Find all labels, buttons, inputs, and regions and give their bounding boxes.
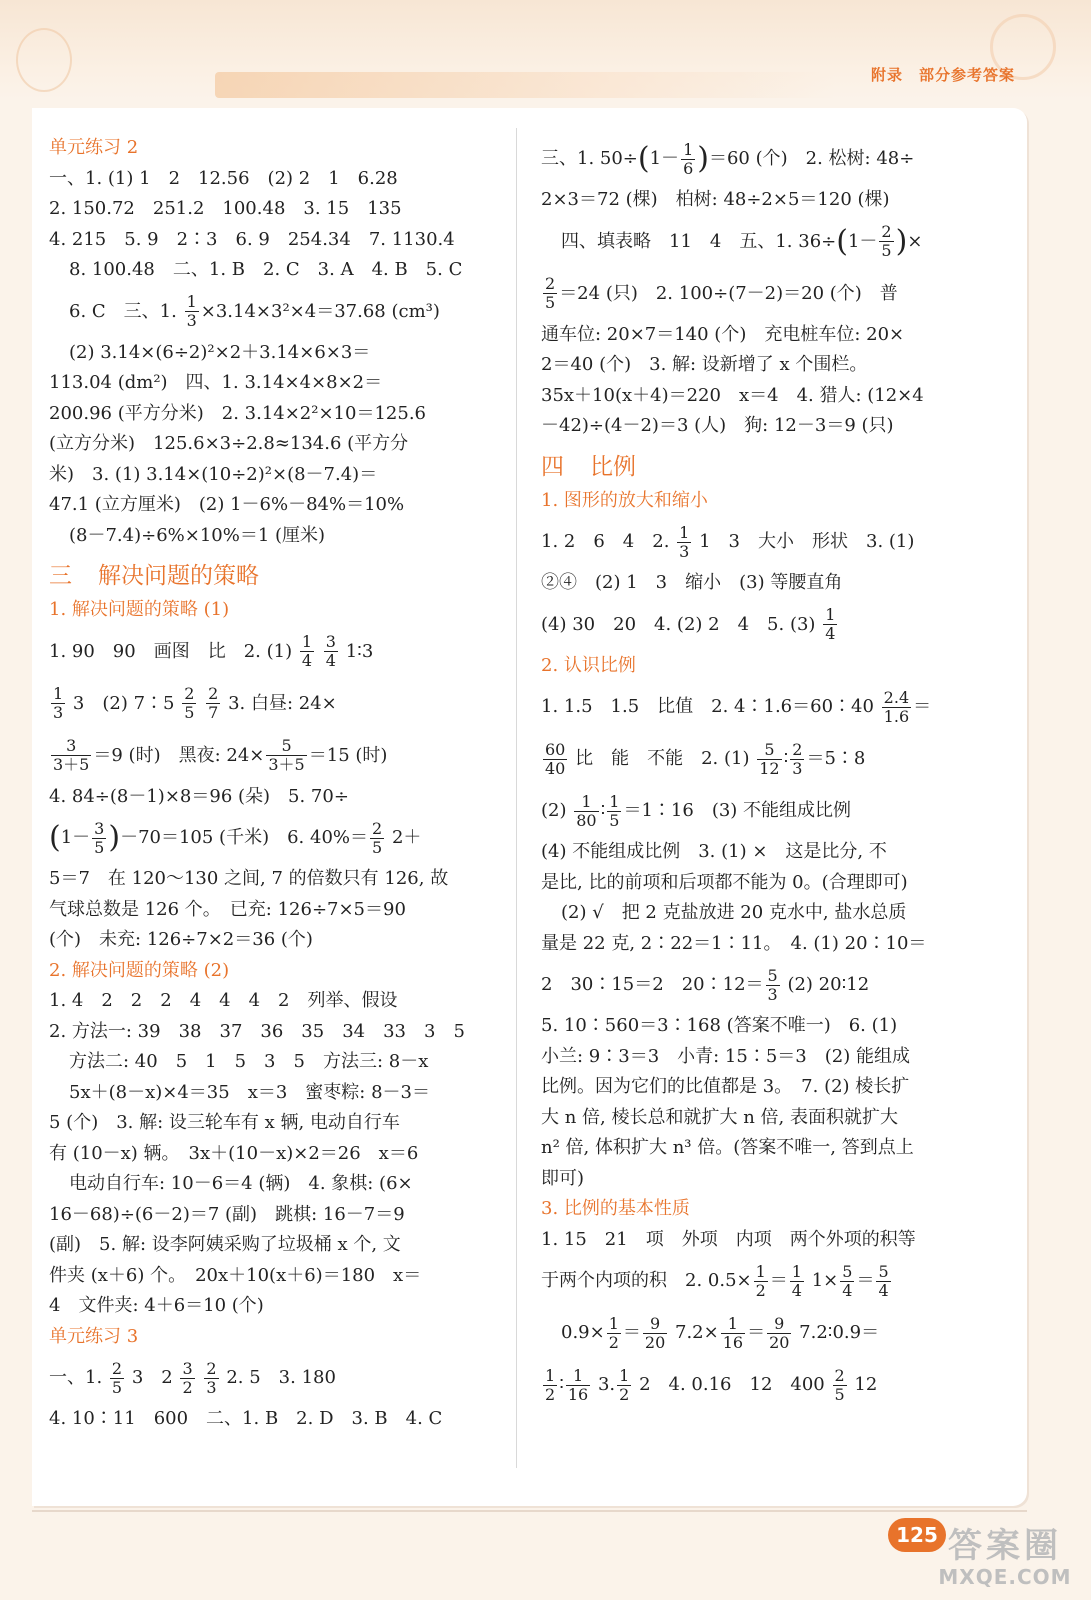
answer-line: 4. 215 5. 9 2∶3 6. 9 254.34 7. 1130.4 (49, 228, 455, 250)
answer-line: 5 (个) 3. 解: 设三轮车有 x 辆, 电动自行车 (49, 1112, 400, 1133)
fraction: $\frac{3}{4}$ (325, 632, 336, 670)
answer-line: $\frac{1}{2}$ ∶ $\frac{1}{16}$ 3. $\frac{1}{2}$ 2 4. 0.16 12 400 $\frac{2}{5}$ 12 (545, 1365, 878, 1404)
fraction: $\frac{1}{4}$ (825, 605, 836, 643)
fraction: $\frac{2}{7}$ (208, 684, 219, 722)
answer-line: 电动自行车: 10－6＝4 (辆) 4. 象棋: (6× (69, 1173, 413, 1194)
answer-line: 200.96 (平方分米) 2. 3.14×2²×10＝125.6 (49, 402, 426, 424)
answer-line: 4. 10∶11 600 二、1. B 2. D 3. B 4. C (49, 1408, 443, 1429)
answer-line: 2. 方法一: 39 38 37 36 35 34 33 3 5 (49, 1020, 465, 1042)
fraction: $\frac{1}{2}$ (608, 1313, 619, 1352)
fraction: $\frac{1}{2}$ (545, 1365, 556, 1404)
answer-line: (4) 不能组成比例 3. (1) × 这是比分, 不 (541, 841, 887, 862)
header-section: 附录 (871, 66, 904, 84)
fraction: $\frac{3}{3+5}$ (53, 736, 90, 774)
column-divider (516, 128, 517, 1468)
answer-line: 件夹 (x＋6) 个。 20x＋10(x＋6)＝180 x＝ (49, 1264, 422, 1286)
answer-line: 气球总数是 126 个。 已充: 126÷7×5＝90 (49, 898, 406, 920)
answer-line: －42)÷(4－2)＝3 (人) 狗: 12－3＝9 (只) (541, 415, 894, 436)
running-header (855, 64, 1015, 85)
answer-line: 5x＋(8－x)×4＝35 x＝3 蜜枣粽: 8－3＝ (69, 1081, 430, 1103)
answer-line: 8. 100.48 二、1. B 2. C 3. A 4. B 5. C (69, 259, 463, 280)
page-number: 125 (888, 1518, 946, 1552)
fraction: $\frac{1}{3}$ (679, 522, 690, 561)
answer-line: (2) 3.14×(6÷2)²×2＋3.14×6×3＝ (69, 341, 371, 363)
chapter-title: 比例 (590, 453, 636, 480)
answer-line: $\frac{1}{3}$ 3 (2) 7∶5 $\frac{2}{5}$ $\frac{2}{7}$ 3. 白昼: 24× (53, 684, 337, 722)
chapter3-heading (49, 557, 487, 595)
fraction: $\frac{5}{3}$ (767, 965, 778, 1004)
answer-line: 米) 3. (1) 3.14×(10÷2)²×(8－7.4)＝ (49, 463, 378, 485)
answer-line: 1. 4 2 2 2 4 4 4 2 列举、假设 (49, 990, 398, 1011)
fraction: $\frac{1}{4}$ (301, 632, 313, 670)
answer-line: 2×3＝72 (棵) 柏树: 48÷2×5＝120 (棵) (541, 189, 890, 210)
answer-line: (2) $\frac{1}{80}$ ∶ $\frac{1}{5}$ ＝1∶16 (3) 不能组成比例 (541, 791, 852, 830)
fraction: $\frac{1}{3}$ (53, 684, 64, 722)
answer-line: $\frac{2}{5}$ ＝24 (只) 2. 100÷(7－2)＝20 (个) 普 (545, 274, 898, 312)
answer-line (49, 286, 487, 338)
answer-line: 大 n 倍, 棱长总和就扩大 n 倍, 表面积就扩大 (541, 1106, 898, 1128)
answer-line: 量是 22 克, 2∶22＝1∶11。 4. (1) 20∶10＝ (541, 932, 927, 954)
answer-line: 113.04 (dm²) 四、1. 3.14×4×8×2＝ (49, 372, 383, 393)
unit3-title: 单元练习 3 (49, 1325, 139, 1347)
answer-line: (1－ $\frac{3}{5}$ )－70＝105 (千米) 6. 40%＝ $\frac{2}{5}$ 2＋ (49, 818, 422, 857)
answer-line: 方法二: 40 5 1 5 3 5 方法三: 8－x (69, 1051, 429, 1072)
banner-decoration (215, 72, 835, 98)
fraction: $\frac{2}{3}$ (792, 739, 803, 778)
answer-line: 即可) (541, 1167, 585, 1189)
answer-line: 是比, 比的前项和后项都不能为 0。(合理即可) (541, 871, 908, 893)
answer-line: 2. 150.72 251.2 100.48 3. 15 135 (49, 198, 402, 219)
section-title: 2. 认识比例 (541, 654, 636, 676)
fraction: $\frac{5}{3+5}$ (268, 736, 305, 774)
answer-line: 一、1. (1) 1 2 12.56 (2) 2 1 6.28 (49, 167, 398, 189)
answer-line: (立方分米) 125.6×3÷2.8≈134.6 (平方分 (49, 433, 409, 454)
fraction: $\frac{3}{2}$ (182, 1358, 193, 1397)
answer-line: 比例。因为它们的比值都是 3。 7. (2) 棱长扩 (541, 1076, 910, 1097)
fraction: $\frac{2}{3}$ (206, 1358, 217, 1397)
fraction: $\frac{1}{5}$ (609, 791, 620, 830)
lamp-icon (16, 28, 72, 92)
answer-line: (8－7.4)÷6%×10%＝1 (厘米) (69, 524, 326, 546)
answer-line: 2 30∶15＝2 20∶12＝ $\frac{5}{3}$ (2) 20∶12 (541, 965, 870, 1004)
answer-line: 1. 1.5 1.5 比值 2. 4∶1.6＝60∶40 $\frac{2.4}{1.6}$ ＝ (541, 687, 932, 726)
fraction: $\frac{2}{5}$ (881, 222, 892, 260)
answer-line: 16－68)÷(6－2)＝7 (副) 跳棋: 16－7＝9 (49, 1203, 405, 1225)
answer-line: 5. 10∶560＝3∶168 (答案不唯一) 6. (1) (541, 1015, 898, 1036)
fraction: $\frac{1}{2}$ (755, 1261, 766, 1300)
answer-line: 有 (10－x) 辆。 3x＋(10－x)×2＝26 x＝6 (49, 1142, 419, 1164)
answer-line: $\frac{3}{3+5}$ ＝9 (时) 黑夜: 24× $\frac{5}{3+5}$ ＝15 (时) (53, 736, 388, 774)
fraction: $\frac{5}{4}$ (878, 1261, 889, 1300)
fraction: $\frac{2}{5}$ (184, 684, 195, 722)
answer-line: (副) 5. 解: 设李阿姨采购了垃圾桶 x 个, 文 (49, 1234, 401, 1255)
fraction: $\frac{1}{4}$ (791, 1261, 802, 1300)
answer-line: 5＝7 在 120～130 之间, 7 的倍数只有 126, 故 (49, 868, 449, 889)
answer-line: 0.9× $\frac{1}{2}$ ＝ $\frac{9}{20}$ 7.2× $\frac{1}{16}$ ＝ $\frac{9}{20}$ 7.2∶0.9＝ (561, 1313, 880, 1352)
fraction: $\frac{1}{80}$ (576, 791, 597, 830)
chapter-title: 解决问题的策略 (98, 563, 259, 589)
chapter4-heading (541, 448, 973, 486)
section1-title: 1. 解决问题的策略 (1) (49, 599, 230, 620)
answer-line: 小兰: 9∶3＝3 小青: 15∶5＝3 (2) 能组成 (541, 1045, 910, 1067)
fraction: $\frac{5}{4}$ (842, 1261, 853, 1300)
answer-line: 1. 15 21 项 外项 内项 两个外项的积等 (541, 1228, 916, 1250)
fraction: $\frac{1}{3}$ (186, 292, 197, 330)
section-title: 3. 比例的基本性质 (541, 1198, 690, 1219)
fraction: $\frac{2}{5}$ (372, 818, 383, 857)
bottom-rule (32, 1510, 1027, 1512)
watermark-logo (930, 1518, 1080, 1598)
answer-line: n² 倍, 体积扩大 n³ 倍。(答案不唯一, 答到点上 (541, 1137, 914, 1158)
fraction: $\frac{9}{20}$ (644, 1313, 666, 1352)
answer-line: 2＝40 (个) 3. 解: 设新增了 x 个围栏。 (541, 354, 868, 375)
fraction: $\frac{1}{16}$ (567, 1365, 589, 1404)
answer-line: ②④ (2) 1 3 缩小 (3) 等腰直角 (541, 572, 843, 593)
answer-line: 三、1. 50÷(1－ $\frac{1}{6}$ )＝60 (个) 2. 松树: 48÷ (541, 139, 915, 178)
answer-line: 通车位: 20×7＝140 (个) 充电桩车位: 20× (541, 323, 905, 345)
fraction: $\frac{9}{20}$ (769, 1313, 790, 1352)
answer-line: (个) 未充: 126÷7×2＝36 (个) (49, 929, 313, 950)
answer-line: 4. 84÷(8－1)×8＝96 (朵) 5. 70÷ (49, 785, 349, 807)
answer-line: (2) √ 把 2 克盐放进 20 克水中, 盐水总质 (561, 902, 907, 923)
answer-line: 一、1. $\frac{2}{5}$ 3 2 $\frac{3}{2}$ $\frac{2}{3}$ 2. 5 3. 180 (49, 1358, 336, 1397)
answer-line: $\frac{60}{40}$ 比 能 不能 2. (1) $\frac{5}{12}$ ∶ $\frac{2}{3}$ ＝5∶8 (545, 739, 866, 778)
fraction: $\frac{1}{16}$ (722, 1313, 744, 1352)
text-run: ×3.14×3²×4＝37.68 (cm³) (200, 300, 440, 322)
fraction: $\frac{60}{40}$ (545, 739, 566, 778)
answer-line: 1. 2 6 4 2. $\frac{1}{3}$ 1 3 大小 形状 3. (1) (541, 522, 915, 561)
fraction: $\frac{2}{5}$ (545, 274, 556, 312)
watermark-url: MXQE.COM (938, 1565, 1072, 1589)
left-column (49, 133, 487, 1435)
fraction: $\frac{1}{2}$ (619, 1365, 630, 1404)
fraction: $\frac{2}{5}$ (834, 1365, 845, 1404)
header-title: 部分参考答案 (919, 66, 1016, 84)
answer-line: 四、填表略 11 4 五、1. 36÷(1－ $\frac{2}{5}$ )× (561, 222, 923, 260)
fraction: $\frac{5}{12}$ (759, 739, 780, 778)
fraction: $\frac{2}{5}$ (111, 1358, 123, 1397)
fraction: $\frac{1}{6}$ (683, 139, 694, 178)
answer-line: (4) 30 20 4. (2) 2 4 5. (3) $\frac{1}{4}$ (541, 605, 836, 643)
fraction: $\frac{3}{5}$ (94, 818, 105, 857)
top-banner (0, 0, 1091, 100)
right-column (541, 133, 973, 1411)
unit2-title: 单元练习 2 (49, 137, 139, 158)
answer-line: 4 文件夹: 4＋6＝10 (个) (49, 1295, 264, 1316)
answer-line: 于两个内项的积 2. 0.5× $\frac{1}{2}$ ＝ $\frac{1}{4}$ 1× $\frac{5}{4}$ ＝ $\frac{5}{4}$ (541, 1261, 889, 1300)
section-title: 1. 图形的放大和缩小 (541, 489, 708, 511)
answer-line: 1. 90 90 画图 比 2. (1) $\frac{1}{4}$ $\frac{3}{4}$ 1∶3 (49, 632, 374, 670)
watermark-text: 答案圈 (948, 1526, 1062, 1566)
fraction: $\frac{2.4}{1.6}$ (883, 687, 910, 726)
chapter-number: 四 (541, 453, 564, 480)
text-run: 6. C 三、1. (69, 300, 177, 322)
chapter-number: 三 (49, 563, 72, 589)
answer-line: 35x＋10(x＋4)＝220 x＝4 4. 猎人: (12×4 (541, 384, 924, 406)
section2-title: 2. 解决问题的策略 (2) (49, 959, 230, 981)
answer-line: 47.1 (立方厘米) (2) 1－6%－84%＝10% (49, 494, 405, 515)
